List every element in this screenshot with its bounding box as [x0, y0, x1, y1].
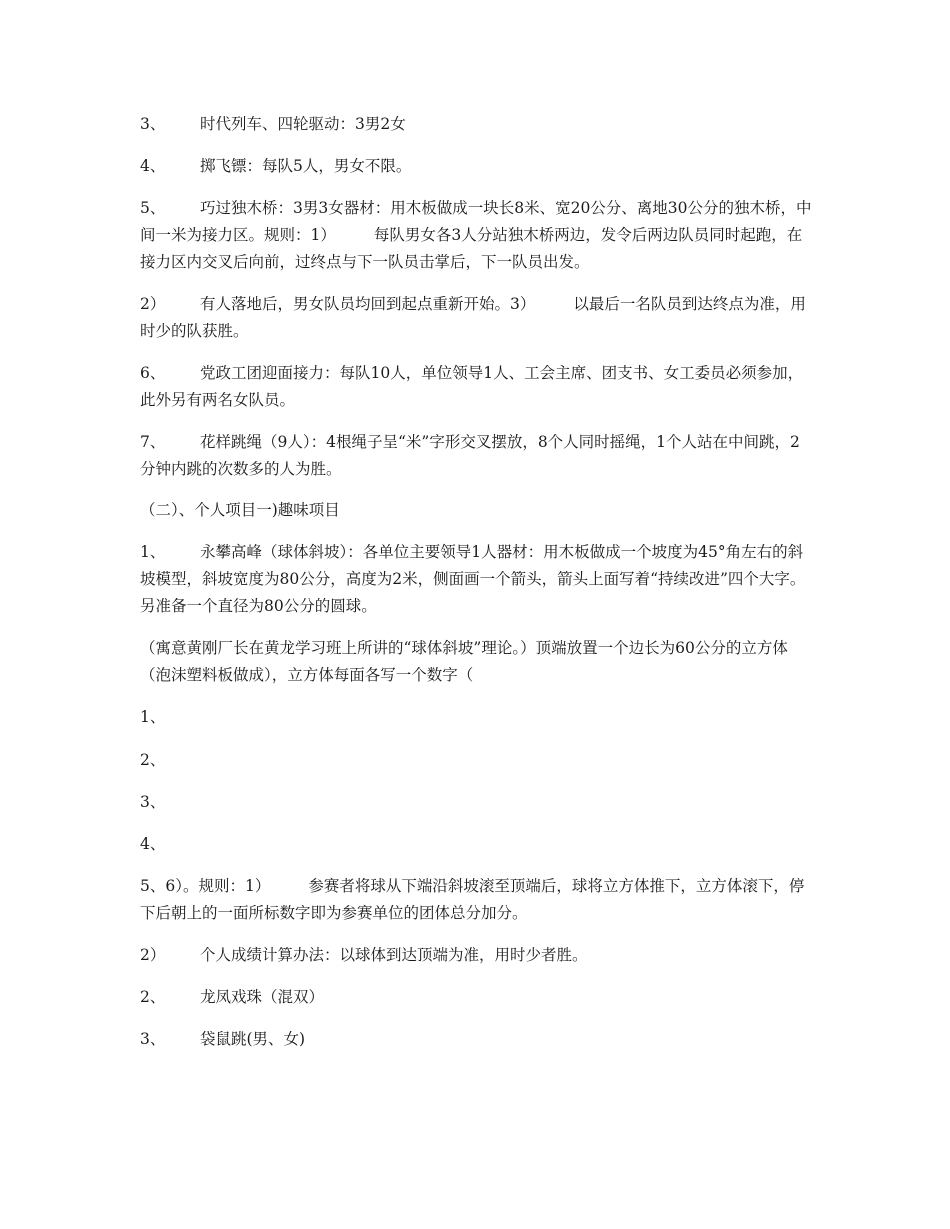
number-line-1 — [140, 704, 812, 731]
item-text: 龙凤戏珠（混双） — [200, 988, 325, 1006]
item-text: 5、6）。规则：1） — [140, 877, 271, 895]
item-text-continued: 每队男女各3人分站独木桥两边，发令后两边队员同时起跑，在接力区内交叉后向前，过终点与下一队员击掌后，下一队员出发。 — [140, 226, 803, 271]
paragraph-rule-2 — [140, 291, 812, 345]
number-line-2 — [140, 747, 812, 774]
item-text: 2、 — [140, 751, 166, 769]
item-text: 4、 — [140, 835, 166, 853]
paragraph-personal-1 — [140, 539, 812, 620]
item-number: 2、 — [140, 988, 166, 1006]
paragraph-item-5 — [140, 195, 812, 276]
item-text: 有人落地后，男女队员均回到起点重新开始。3） — [200, 295, 536, 313]
item-number: 5、 — [140, 199, 166, 217]
paragraph-item-7 — [140, 429, 812, 483]
paragraph-item-6 — [140, 360, 812, 414]
item-text: 党政工团迎面接力：每队10人，单位领导1人、工会主席、团支书、女工委员必须参加，此外另有两名女队员。 — [140, 364, 804, 409]
paragraph-personal-3 — [140, 1026, 812, 1053]
item-number: 4、 — [140, 157, 166, 175]
item-text-continued: 以最后一名队员到达终点为准，用时少的队获胜。 — [140, 295, 806, 340]
section-heading-text: （二）、个人项目一)趣味项目 — [140, 501, 340, 519]
item-text-continued: 参赛者将球从下端沿斜坡滚至顶端后，球将立方体推下，立方体滚下，停下后朝上的一面所标数字即为参赛单位的团体总分加分。 — [140, 877, 805, 922]
paragraph-personal-2 — [140, 984, 812, 1011]
item-text: 个人成绩计算办法：以球体到达顶端为准，用时少者胜。 — [200, 946, 588, 964]
item-number: 3、 — [140, 1030, 166, 1048]
item-number: 3、 — [140, 115, 166, 133]
item-text: 巧过独木桥：3男3女器材：用木板做成一块长8米、宽20公分、离地30公分的独木桥，中间一米为接力区。规则：1） — [140, 199, 812, 244]
item-text: 掷飞镖：每队5人，男女不限。 — [200, 157, 412, 175]
item-number: 2） — [140, 295, 166, 313]
paragraph-note — [140, 635, 812, 689]
number-line-3 — [140, 789, 812, 816]
section-heading — [140, 497, 812, 524]
number-line-4 — [140, 831, 812, 858]
paragraph-item-3 — [140, 111, 812, 138]
item-text: 3、 — [140, 793, 166, 811]
item-text: 时代列车、四轮驱动：3男2女 — [200, 115, 406, 133]
item-number: 2） — [140, 946, 166, 964]
item-number: 6、 — [140, 364, 166, 382]
item-text: 袋鼠跳(男、女) — [200, 1030, 306, 1048]
item-text: 永攀高峰（球体斜坡）：各单位主要领导1人器材：用木板做成一个坡度为45°角左右的斜坡模型，斜坡宽度为80公分，高度为2米，侧面画一个箭头，箭头上面写着“持续改进”四个大字。另准备一个直径为80公分的圆球。 — [140, 543, 806, 615]
paragraph-item-4 — [140, 153, 812, 180]
item-number: 7、 — [140, 433, 166, 451]
paragraph-rule-2b — [140, 942, 812, 969]
item-text: 1、 — [140, 708, 166, 726]
item-text: （寓意黄刚厂长在黄龙学习班上所讲的“球体斜坡”理论。）顶端放置一个边长为60公分的立方体（泡沫塑料板做成），立方体每面各写一个数字（ — [140, 639, 788, 684]
item-number: 1、 — [140, 543, 166, 561]
paragraph-rules — [140, 873, 812, 927]
item-text: 花样跳绳（9人）：4根绳子呈“米”字形交叉摆放，8个人同时摇绳，1个人站在中间跳，2分钟内跳的次数多的人为胜。 — [140, 433, 800, 478]
